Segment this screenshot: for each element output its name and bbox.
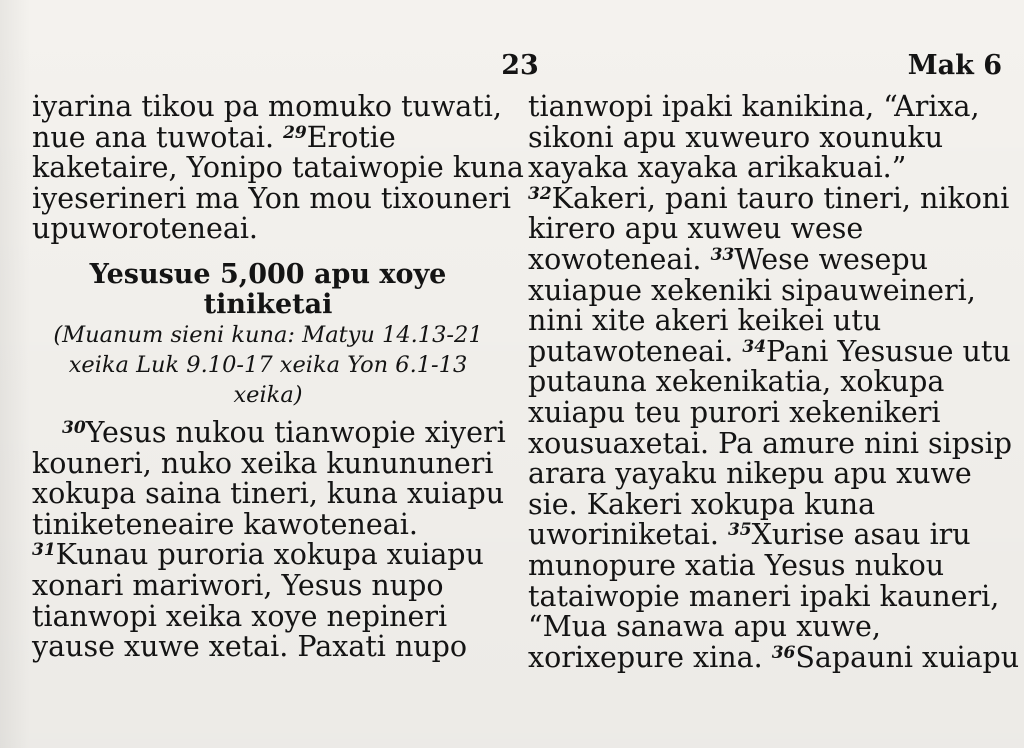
book-chapter-reference: Mak 6 (907, 50, 1002, 81)
xref-line: xeika Luk 9.10-17 xeika Yon 6.1-13 (68, 351, 468, 378)
text-line (528, 181, 1010, 215)
text-line: upuworoteneai. (32, 212, 258, 246)
text-line: iyeserineri ma Yon mou tixouneri (32, 181, 512, 215)
page-number: 23 (501, 50, 539, 81)
verse-number: 34 (742, 336, 767, 357)
text-line: kaketaire, Yonipo tataiwopie kuna (32, 151, 524, 185)
right-column (528, 90, 1020, 674)
text-line (528, 242, 1008, 276)
text-line: iyarina tikou pa momuko tuwati, (32, 90, 502, 123)
text-line: tianwopi xeika xoye nepineri (32, 599, 448, 633)
verse-number: 36 (771, 642, 796, 663)
left-column (32, 90, 524, 664)
text-fragment: Yesus nukou tianwopie xiyeri (85, 415, 506, 449)
text-fragment: Erotie (306, 120, 396, 154)
text-line: kirero apu xuweu wese (528, 212, 864, 246)
xref-line: xeika) (233, 381, 303, 408)
verse-number: 33 (710, 244, 735, 265)
text-fragment: uworiniketai. (528, 518, 728, 552)
text-fragment: Kakeri, pani tauro tineri, nikoni (551, 181, 1010, 215)
heading-line: tiniketai (203, 288, 333, 320)
text-line: xonari mariwori, Yesus nupo (32, 568, 444, 602)
text-fragment: Wese wesepu (734, 242, 928, 276)
text-line: xuiapu teu purori xekenikeri (528, 395, 941, 429)
cross-reference (32, 320, 504, 410)
text-line: arara yayaku nikepu apu xuwe (528, 457, 972, 491)
text-fragment: xorixepure xina. (528, 640, 772, 674)
verse-number: 35 (727, 520, 752, 541)
text-line (32, 120, 504, 154)
text-fragment: xowoteneai. (528, 242, 711, 276)
text-line: kouneri, nuko xeika kunununeri (32, 446, 494, 480)
xref-line: (Muanum sieni kuna: Matyu 14.13-21 (53, 321, 483, 348)
text-line (528, 640, 1020, 674)
verse-number: 30 (62, 417, 86, 438)
text-fragment: nue ana tuwotai. (32, 120, 284, 154)
text-fragment: Sapauni xuiapu (795, 640, 1020, 674)
text-line: xayaka xayaka arikakuai.” (528, 151, 907, 185)
text-line: tianwopi ipaki kanikina, “Arixa, (528, 90, 980, 123)
text-line (32, 415, 506, 449)
text-line: xousuaxetai. Pa amure nini sipsip (528, 426, 1013, 460)
text-line (528, 334, 1011, 368)
text-fragment: putawoteneai. (528, 334, 743, 368)
verse-number: 29 (283, 122, 307, 143)
text-line: munopure xatia Yesus nukou (528, 548, 945, 582)
text-line (32, 540, 504, 571)
heading-line: Yesusue 5,000 apu xoye (89, 258, 447, 290)
text-line: sikoni apu xuweuro xounuku (528, 120, 944, 154)
text-fragment: Kunau puroria xokupa xuiapu (55, 538, 484, 572)
text-line: yause xuwe xetai. Paxati nupo (32, 630, 468, 664)
text-line: tiniketeneaire kawoteneai. (32, 507, 418, 541)
section-heading (32, 260, 504, 320)
text-line: tataiwopie maneri ipaki kauneri, (528, 579, 1000, 613)
text-line: xokupa saina tineri, kuna xuiapu (32, 477, 505, 511)
text-line: sie. Kakeri xokupa kuna (528, 487, 876, 521)
text-line: nini xite akeri keikei utu (528, 304, 882, 338)
verse-number: 31 (32, 540, 56, 561)
text-fragment: Xurise asau iru (751, 518, 971, 552)
text-fragment: Pani Yesusue utu (766, 334, 1011, 368)
verse-number: 32 (528, 183, 552, 204)
text-line: putauna xekenikatia, xokupa (528, 365, 945, 399)
text-line: xuiapue xekeniki sipauweineri, (528, 273, 976, 307)
text-line (528, 520, 1008, 551)
text-line: “Mua sanawa apu xuwe, (528, 610, 881, 644)
